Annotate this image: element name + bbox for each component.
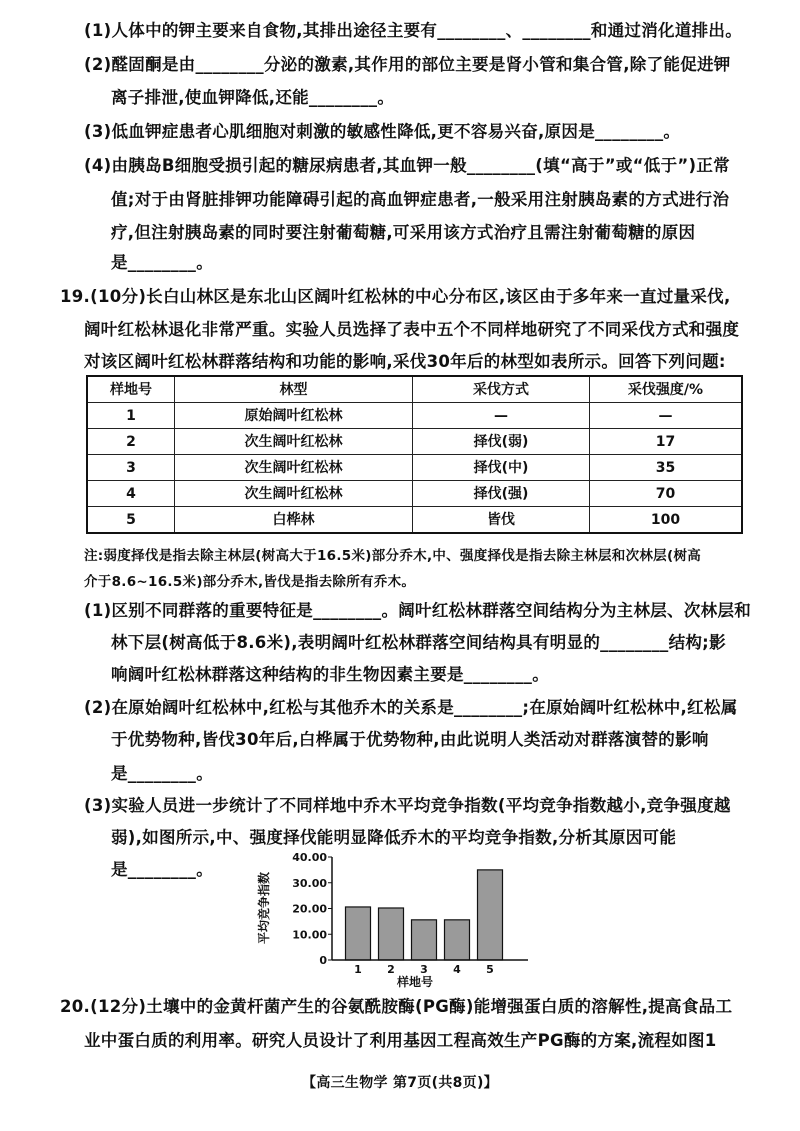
table-header-row (87, 376, 742, 403)
q19-sub-line: (1)区别不同群落的重要特征是________。阔叶红松林群落空间结构分为主林层、次林层和 (84, 601, 752, 620)
q19-intro: 19.(10分)长白山林区是东北山区阔叶红松林的中心分布区,该区由于多年来一直过量采伐, (60, 287, 731, 306)
q20-line: 业中蛋白质的利用率。研究人员设计了利用基因工程高效生产PG酶的方案,流程如图1 (84, 1031, 717, 1050)
bar-plot-5 (478, 870, 503, 960)
table-row (87, 455, 742, 481)
cell: 原始阔叶红松林 (175, 403, 413, 429)
bar-plot-4 (445, 920, 470, 960)
q19-sub-line: (2)在原始阔叶红松林中,红松与其他乔木的关系是________;在原始阔叶红松林中,红松属 (84, 698, 738, 717)
q19-sub-line: 于优势物种,皆伐30年后,白桦属于优势物种,由此说明人类活动对群落演替的影响 (111, 730, 709, 749)
table-row (87, 481, 742, 507)
y-tick-label: 20.00 (292, 902, 327, 916)
sample-plot-table (86, 375, 743, 534)
cell: 100 (590, 507, 743, 534)
bar-plot-1 (346, 907, 371, 960)
q18-line: 离子排泄,使血钾降低,还能________。 (111, 88, 395, 107)
competition-index-bar-chart (250, 840, 540, 990)
y-axis-label: 平均竞争指数 (257, 871, 271, 945)
cell: 1 (87, 403, 175, 429)
q18-line: 值;对于由肾脏排钾功能障碍引起的高血钾症患者,一般采用注射胰岛素的方式进行治 (111, 190, 730, 209)
header-cell: 采伐方式 (413, 376, 590, 403)
cell: 择伐(中) (413, 455, 590, 481)
bar-plot-2 (379, 908, 404, 960)
x-axis-label: 样地号 (396, 975, 434, 989)
q18-line: 是________。 (111, 253, 213, 272)
table-note: 注:弱度择伐是指去除主林层(树高大于16.5米)部分乔木,中、强度择伐是指去除主林层和次林层(树高 (84, 548, 702, 564)
cell: 次生阔叶红松林 (175, 481, 413, 507)
cell: — (590, 403, 743, 429)
cell: 2 (87, 429, 175, 455)
q19-sub-line: 响阔叶红松林群落这种结构的非生物因素主要是________。 (111, 665, 549, 684)
cell: 35 (590, 455, 743, 481)
q18-line: (4)由胰岛B细胞受损引起的糖尿病患者,其血钾一般________(填“高于”或“低于”)正常 (84, 156, 730, 175)
cell: 70 (590, 481, 743, 507)
table-row (87, 507, 742, 534)
q19-sub-line: 弱),如图所示,中、强度择伐能明显降低乔木的平均竞争指数,分析其原因可能 (111, 828, 677, 847)
cell: 次生阔叶红松林 (175, 455, 413, 481)
table-row (87, 429, 742, 455)
x-tick-label: 5 (486, 963, 494, 976)
cell: 4 (87, 481, 175, 507)
cell: 皆伐 (413, 507, 590, 534)
x-tick-label: 2 (387, 963, 395, 976)
cell: 次生阔叶红松林 (175, 429, 413, 455)
q18-line: (1)人体中的钾主要来自食物,其排出途径主要有________、________和通过消化道排出。 (84, 21, 743, 40)
q19-sub-line: (3)实验人员进一步统计了不同样地中乔木平均竞争指数(平均竞争指数越小,竞争强度越 (84, 796, 731, 815)
header-cell: 采伐强度/% (590, 376, 743, 403)
x-tick-label: 1 (354, 963, 362, 976)
q19-intro: 阔叶红松林退化非常严重。实验人员选择了表中五个不同样地研究了不同采伐方式和强度 (84, 320, 740, 339)
y-tick-label: 10.00 (292, 928, 327, 942)
y-tick-label: 0 (319, 954, 327, 967)
cell: 择伐(弱) (413, 429, 590, 455)
cell: 17 (590, 429, 743, 455)
cell: 5 (87, 507, 175, 534)
q18-line: 疗,但注射胰岛素的同时要注射葡萄糖,可采用该方式治疗且需注射葡萄糖的原因 (111, 223, 696, 242)
q19-intro: 对该区阔叶红松林群落结构和功能的影响,采伐30年后的林型如表所示。回答下列问题: (84, 352, 726, 371)
bar-plot-3 (412, 920, 437, 960)
cell: — (413, 403, 590, 429)
cell: 白桦林 (175, 507, 413, 534)
q19-sub-line: 是________。 (111, 860, 213, 879)
cell: 3 (87, 455, 175, 481)
q18-line: (2)醛固酮是由________分泌的激素,其作用的部位主要是肾小管和集合管,除了能促进钾 (84, 55, 731, 74)
table-row (87, 403, 742, 429)
q19-sub-line: 是________。 (111, 764, 213, 783)
header-cell: 林型 (175, 376, 413, 403)
x-tick-label: 4 (453, 963, 461, 976)
x-tick-label: 3 (420, 963, 428, 976)
q20-line: 20.(12分)土壤中的金黄杆菌产生的谷氨酰胺酶(PG酶)能增强蛋白质的溶解性,提高食品工 (60, 997, 733, 1016)
table-note: 介于8.6~16.5米)部分乔木,皆伐是指去除所有乔木。 (84, 574, 416, 590)
y-tick-label: 30.00 (292, 876, 327, 890)
y-tick-label: 40.00 (292, 851, 327, 864)
cell: 择伐(强) (413, 481, 590, 507)
header-cell: 样地号 (87, 376, 175, 403)
q19-sub-line: 林下层(树高低于8.6米),表明阔叶红松林群落空间结构具有明显的________结构;影 (111, 633, 726, 652)
q18-line: (3)低血钾症患者心肌细胞对刺激的敏感性降低,更不容易兴奋,原因是________。 (84, 122, 681, 141)
page-footer: 【高三生物学 第7页(共8页)】 (302, 1075, 498, 1091)
